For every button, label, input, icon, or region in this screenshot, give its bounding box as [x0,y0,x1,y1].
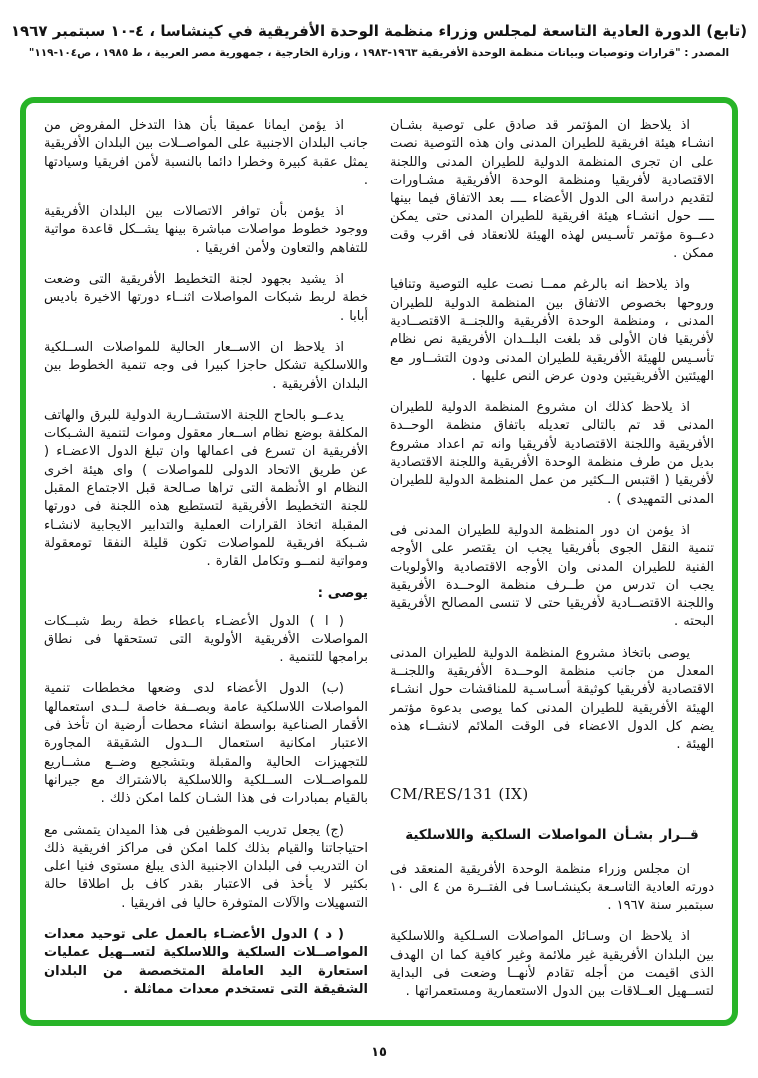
paragraph: اذ يلاحظ ان الاســعار الحالية للمواصلات الســلكية واللاسلكية تشكل حاجزا كبيرا فى وجه تنمية الخطوط بين البلدان الأفريقية . [44,339,368,392]
list-item: ( ا ) الدول الأعضـاء باعطاء خطة ربط شبــكات المواصلات الأفريقية الأولوية التى تستحقها فى نطاق برامجها للتنمية . [44,613,368,666]
paragraph: ان مجلس وزراء منظمة الوحدة الأفريقية المنعقد فى دورته العادية التاسـعة بكينشـاسـا فى الفتــرة من ٤ الى ١٠ سبتمبر سنة ١٩٦٧ . [390,861,714,914]
paragraph: اذ يؤمن ان دور المنظمة الدولية للطيران المدنى فى تنمية النقل الجوى بأفريقيا يجب ان يقتصر على الأوجه الفنية للطيران المدنى وان الأوجه الاقتصادية والأولويات يجب ان تدرس من طــرف منظمة الوحــدة الأفريقية واللجنة الاقتصــادية لأفريقيا حتى لا تنسى المصالح الأفريقية البحته . [390,522,714,630]
session-title: (تابع) الدورة العادية التاسعة لمجلس وزراء منظمة الوحدة الأفريقية في كينشاسا ، ٤-١٠ سبتمبر ١٩٦٧ [10,22,748,40]
list-item: (ب) الدول الأعضاء لدى وضعها مخططات تنمية المواصلات اللاسلكية عامة وبصــفة خاصة لــدى استعمالها الأقمار الصناعية بواسطة انشاء محطات أرضية ان تأخذ فى الاعتبار امكانية استعمال الــدول الشقيقة المجاورة للتجهيزات الحالية والمقبلة وبتشجيع وضــع مشــاريع للمواصــلات الســلكية واللاسلكية بالاشتراك مع جيرانها بالقيام بمبادرات فى هذا الشـان كلما امكن ذلك . [44,681,368,807]
paragraph: اذ يشيد بجهود لجنة التخطيط الأفريقية التى وضعت خطة لربط شبكات المواصلات اثنــاء دورتها الاخيرة باديس أبابا . [44,272,368,324]
paragraph: اذ يؤمن بأن توافر الاتصالات بين البلدان الأفريقية ووجود خطوط مواصلات مباشرة بينها يشــكل قاعدة مواتية للتفاهم والتعاون ولأمن افريقيا . [44,204,368,256]
right-column [390,117,714,1010]
paragraph: يدعــو بالحاح اللجنة الاستشــارية الدولية للبرق والهاتف المكلفة بوضع نظام اســعار معقول وموات لتنمية الشـبكات الأفريقية ان تسرع فى اعمالها وان تبلغ الدول الاعضـاء ( عن طريق الاتحاد الدولى للمواصلات ) واى هيئة اخرى النظام او الأنظمة التى تراها صـالحة قبل الاجتماع المقبل للجنة التخطيط الأفريقية لتستطيع هذه اللجنة فى دورتها المقبلة اتخاذ القرارات العملية والتدابير الايجابية لانشـاء شـبكة افريقية للمواصلات تكون قليلة النفقا تومعقولة ومواتية لنمــو وتكامل القارة . [44,407,368,570]
left-column [44,117,368,1010]
recommendation-label: يوصى : [317,584,368,601]
paragraph: واذ يلاحظ انه بالرغم ممــا نصت عليه التوصية وتنافيا وروحها بخصوص الاتفاق بين المنظمة الدولية للطيران المدنى ، ومنظمة الوحدة الأفريقية واللجنــة الاقتصــادية لأفريقيا فان الأولى قد بلغت البلــدان الأفريقية نص نظام تأسـيس للهيئة الأفريقية للطيران المدنى ودون التشــاور مع الهيئتين الأفريقيتين ودون عرض النص عليها . [390,277,714,384]
list-item: (ج) يجعل تدريب الموظفين فى هذا الميدان يتمشى مع احتياجاتنا والقيام بذلك كلما امكن فى مراكز افريقية ذلك ان التدريب فى البلدان الاجنبية الذى يبلغ مستوى فنيا اعلى بكثير لا يأخذ فى الاعتبار بقدر كاف بل اطلاقا حالة التسهيلات والآلات المتوفرة حاليا فى افريقيا . [44,822,368,911]
paragraph: اذ يؤمن ايمانا عميقا بأن هذا التدخل المفروض من جانب البلدان الاجنبية على المواصــلات بين البلدان الأفريقية يمثل عقبة كبيرة وخطرا دائما بالنسبة لأمن افريقيا وسيادتها . [44,118,368,188]
two-column-layout [26,103,732,1020]
resolution-code: CM/RES/131 (IX) [390,784,529,803]
page-header [0,22,758,59]
source-citation: المصدر : "قرارات وتوصيات وبيانات منظمة الوحدة الأفريقية ١٩٦٣-١٩٨٣ ، وزارة الخارجية ، جمهورية مصر العربية ، ط ١٩٨٥ ، ص١٠٤-١١٩" [28,47,730,59]
paragraph: يوصى باتخاذ مشروع المنظمة الدولية للطيران المدنى المعدل من جانب منظمة الوحــدة الأفريقية واللجنــة الاقتصادية لأفريقيا كوثيقة أسـاسـية للمناقشات حول انشـاء الهيئة الأفريقية للطيران المدنى كما يوصى بدعوة مؤتمر يضم كل الدول الاعضاء فى الوقت الملائم لانشــاء هذه الهيئة . [390,645,714,753]
paragraph: اذ يلاحظ ان المؤتمر قد صادق على توصية بشـان انشـاء هيئة افريقية للطيران المدنى وان هذه التوصية نصت على ان تجرى المنظمة الدولية للطيران المدنى واللجنة الاقتصادية لأفريقيا ومنظمة الوحدة الأفريقية مشـاورات لتقديم دراسة الى الدول الأعضاء ــــ بعد الاتفاق فيما بينها ــــ حول انشـاء هيئة افريقية للطيران المدنى حتى يمكن دعــوة مؤتمر تأسـيس لهذه الهيئة للانعقاد فى اقرب وقت ممكن . [390,118,714,262]
page-number: ١٥ [371,1045,387,1060]
list-item: ( د ) الدول الأعضـاء بالعمل على توحيد معدات المواصــلات السلكية واللاسلكية لتســهيل عمليات استعارة اليد العاملة المتخصصة من البلدان الشقيقة التى تستخدم معدات مماثلة . [44,926,368,997]
resolution-title: قــرار بشـأن المواصلات السلكية واللاسلكية [405,826,699,843]
paragraph: اذ يلاحظ كذلك ان مشروع المنظمة الدولية للطيران المدنى قد تم بالتالى تعديله باتفاق منظمة الوحــدة الأفريقية واللجنة الاقتصادية لأفريقيا وانه تم اعداد مشروع بديل من طرف منظمة الوحدة الأفريقية واللجنة الاقتصادية لأفريقيا ( اقتبس الــكثير من عمل المنظمة الدولية للطيران المدنى التمهيدى ) . [390,400,714,507]
page-footer [0,1045,758,1060]
paragraph: اذ يلاحظ ان وسـائل المواصلات السـلكية واللاسلكية بين البلدان الأفريقية غير ملائمة وغير كافية كما ان الهدف الذى اقيمت من أجله تقادم لأنهــا وضعت فى البداية لتســهيل العــلاقات بين الدول الاستعمارية ومستعمراتها . [390,929,714,1000]
content-frame [20,97,738,1026]
